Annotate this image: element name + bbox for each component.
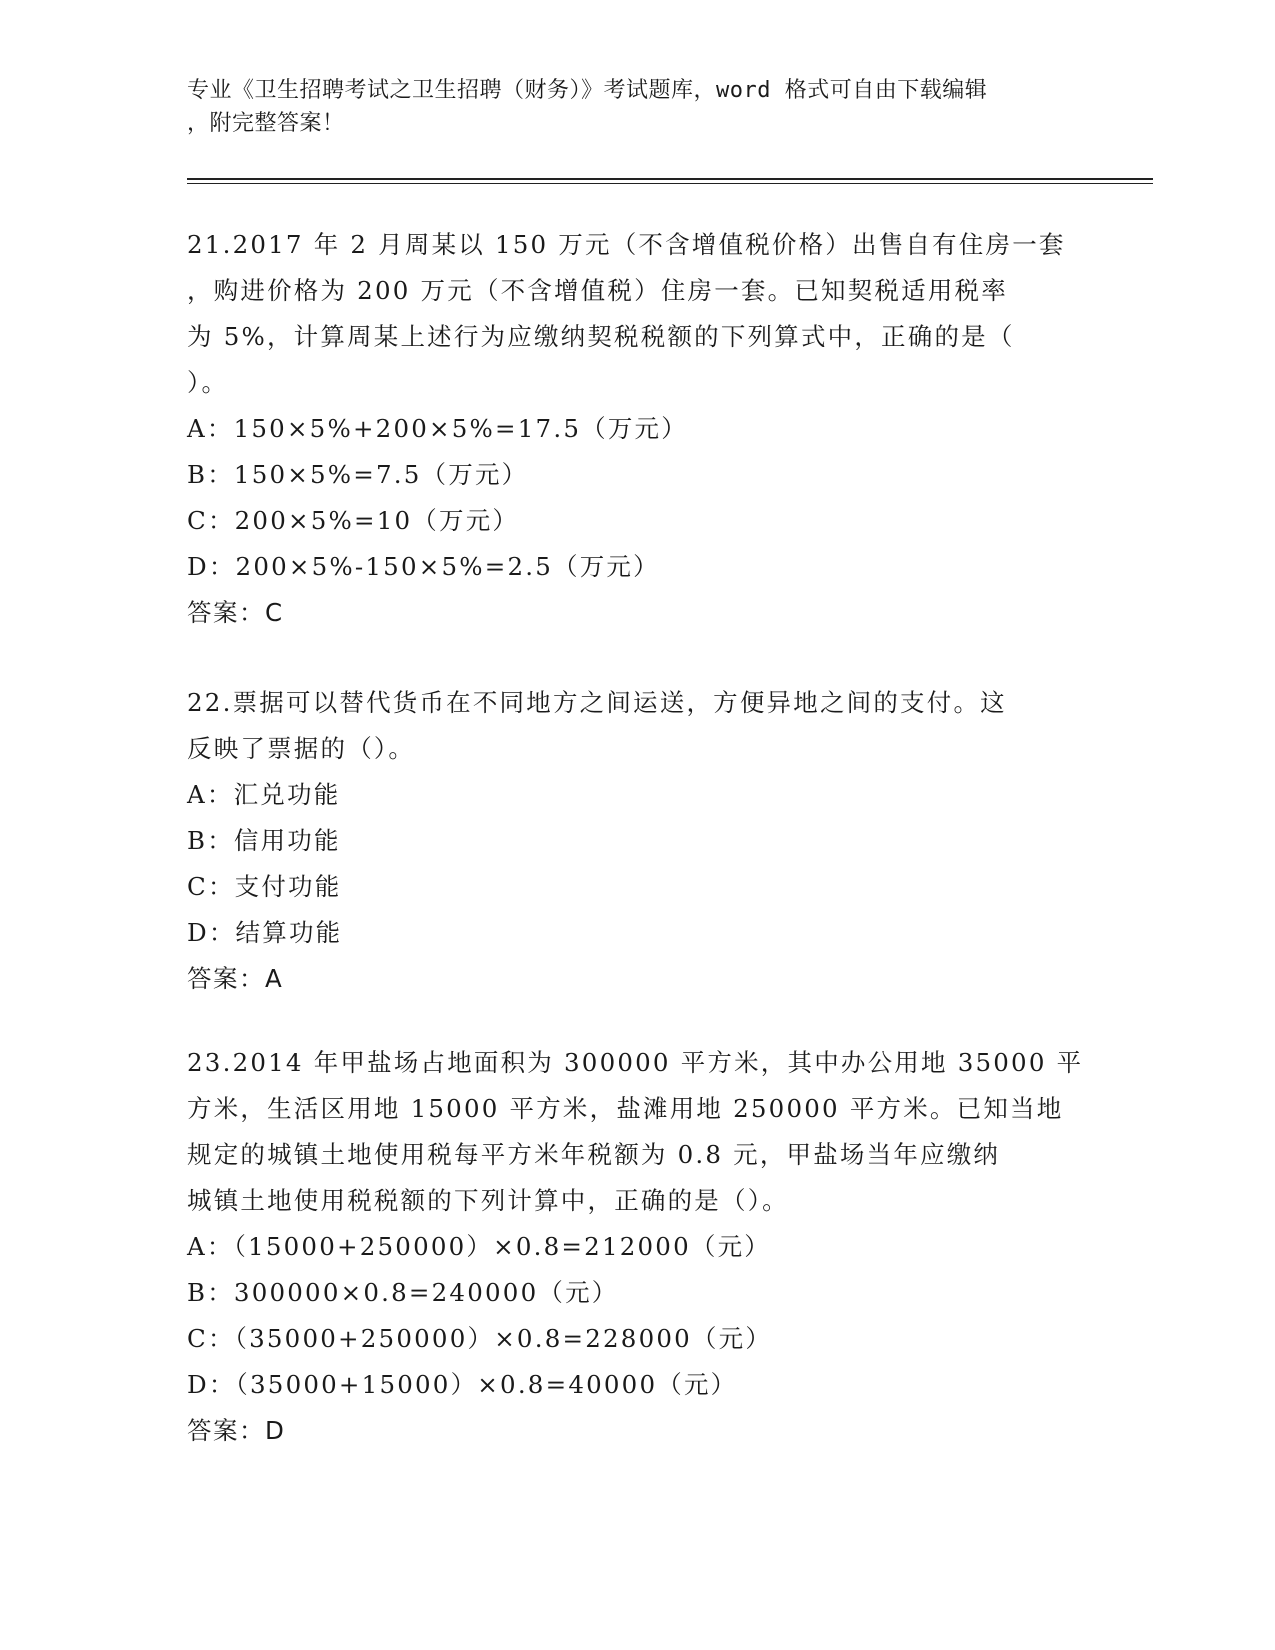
question-text-line: 21.2017 年 2 月周某以 150 万元（不含增值税价格）出售自有住房一套: [187, 230, 1066, 259]
question-text-line: 22.票据可以替代货币在不同地方之间运送，方便异地之间的支付。这: [187, 688, 1007, 717]
question-text-line: 23.2014 年甲盐场占地面积为 300000 平方米，其中办公用地 35000 平: [187, 1048, 1084, 1077]
question-text-line: 反映了票据的（）。: [187, 734, 416, 763]
answer-value: D: [265, 1416, 286, 1445]
option-b: B：150×5%=7.5（万元）: [187, 460, 529, 489]
option-b: B：300000×0.8=240000（元）: [187, 1278, 619, 1307]
option-a: A：150×5%+200×5%=17.5（万元）: [187, 414, 688, 443]
header-line-2: ，附完整答案！: [187, 111, 345, 136]
answer-line: [187, 590, 1087, 636]
question-text-line: 为 5%，计算周某上述行为应缴纳契税税额的下列算式中，正确的是（: [187, 322, 1015, 351]
option-a: A：（15000+250000）×0.8=212000（元）: [187, 1232, 771, 1261]
question-21: [187, 222, 1087, 636]
question-text-line: 规定的城镇土地使用税每平方米年税额为 0.8 元，甲盐场当年应缴纳: [187, 1140, 1001, 1169]
header-line-1: 专业《卫生招聘考试之卫生招聘（财务）》考试题库，word 格式可自由下载编辑: [187, 78, 988, 103]
question-text-line: ）。: [187, 368, 229, 397]
answer-value: C: [265, 598, 284, 627]
question-text-line: 方米，生活区用地 15000 平方米，盐滩用地 250000 平方米。已知当地: [187, 1094, 1064, 1123]
question-text-line: 城镇土地使用税税额的下列计算中，正确的是（）。: [187, 1186, 789, 1215]
option-c: C：200×5%=10（万元）: [187, 506, 520, 535]
question-22: [187, 680, 1087, 1002]
header-divider-thin: [187, 183, 1153, 184]
option-d: D：（35000+15000）×0.8=40000（元）: [187, 1370, 738, 1399]
option-b: B：信用功能: [187, 826, 341, 855]
option-a: A：汇兑功能: [187, 780, 341, 809]
document-header: [187, 74, 1067, 140]
answer-label: 答案：: [187, 1416, 265, 1445]
answer-value: A: [265, 964, 284, 993]
option-d: D：结算功能: [187, 918, 343, 947]
question-text-line: ，购进价格为 200 万元（不含增值税）住房一套。已知契税适用税率: [187, 276, 1008, 305]
question-23: [187, 1040, 1087, 1454]
option-c: C：（35000+250000）×0.8=228000（元）: [187, 1324, 773, 1353]
answer-label: 答案：: [187, 598, 265, 627]
option-d: D：200×5%-150×5%=2.5（万元）: [187, 552, 660, 581]
option-c: C：支付功能: [187, 872, 342, 901]
answer-label: 答案：: [187, 964, 265, 993]
answer-line: [187, 1408, 1087, 1454]
header-divider-thick: [187, 178, 1153, 180]
answer-line: [187, 956, 1087, 1002]
